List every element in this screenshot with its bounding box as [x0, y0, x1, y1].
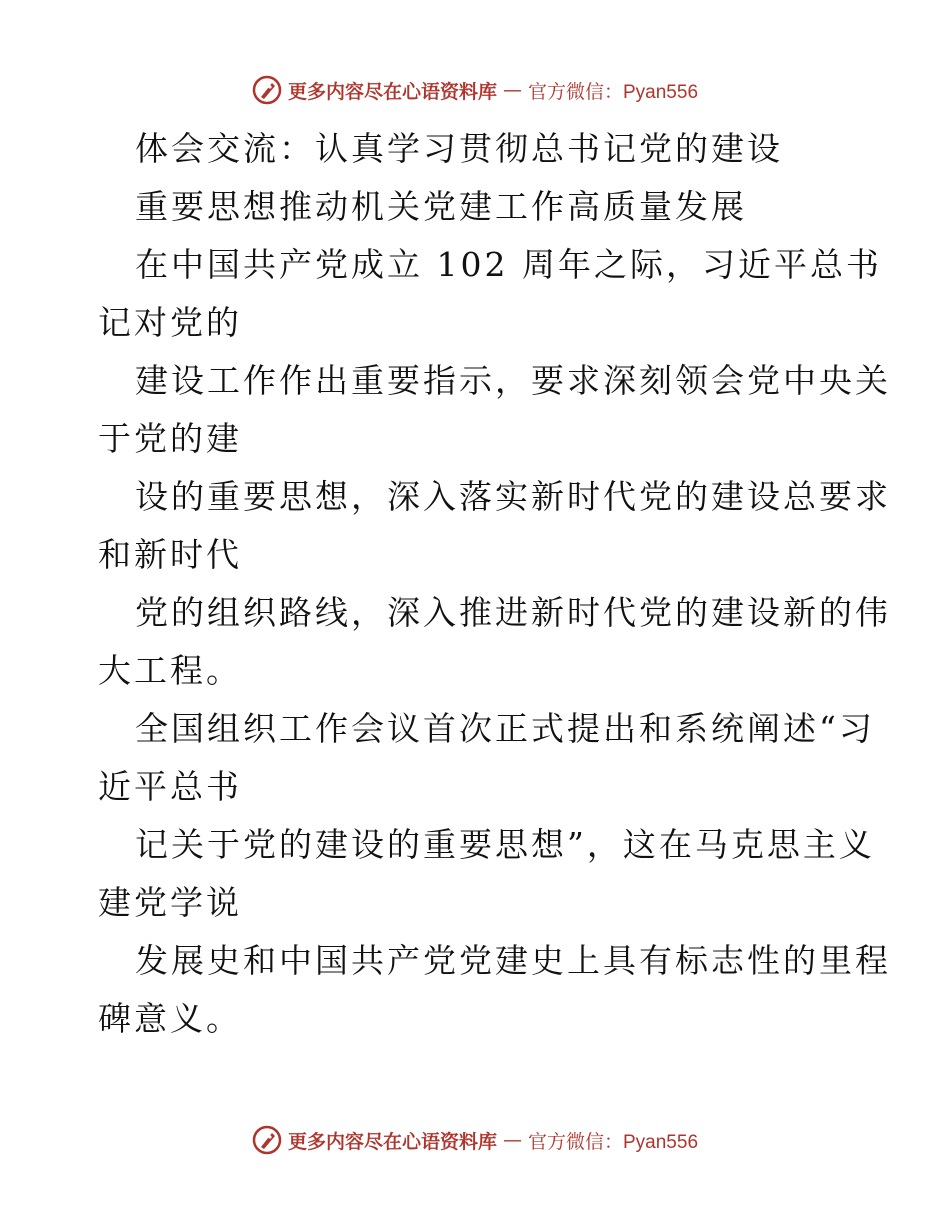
- paragraph-line: 全国组织工作会议首次正式提出和系统阐述“习: [135, 709, 875, 748]
- paragraph-line: 党的组织路线，深入推进新时代党的建设新的伟: [135, 593, 891, 632]
- paragraph-line: 和新时代: [98, 535, 242, 574]
- paragraph-line: 发展史和中国共产党党建史上具有标志性的里程: [135, 941, 891, 980]
- watermark-brand-text: 更多内容尽在心语资料库: [287, 1130, 497, 1153]
- watermark-brand-text: 更多内容尽在心语资料库: [287, 80, 497, 103]
- paragraph-line: 建党学说: [98, 883, 242, 922]
- watermark-separator: —: [503, 1129, 522, 1151]
- pen-nib-logo-icon: [252, 1125, 282, 1155]
- watermark-separator: —: [503, 79, 522, 101]
- header-watermark: [0, 70, 950, 110]
- paragraph-line: 碑意义。: [98, 999, 242, 1038]
- paragraph-line: 记关于党的建设的重要思想”，这在马克思主义: [135, 825, 875, 864]
- paragraph-line: 近平总书: [98, 767, 242, 806]
- paragraph-line: 在中国共产党成立 102 周年之际，习近平总书: [135, 245, 882, 284]
- footer-watermark: [0, 1120, 950, 1160]
- title-line-2: 重要思想推动机关党建工作高质量发展: [135, 187, 747, 226]
- title-line-1: 体会交流：认真学习贯彻总书记党的建设: [135, 129, 783, 168]
- pen-nib-logo-icon: [252, 75, 282, 105]
- paragraph-line: 大工程。: [98, 651, 242, 690]
- document-body: [98, 120, 891, 1048]
- paragraph-line: 建设工作作出重要指示，要求深刻领会党中央关: [135, 361, 891, 400]
- paragraph-line: 记对党的: [98, 303, 242, 342]
- paragraph-line: 于党的建: [98, 419, 242, 458]
- paragraph-line: 设的重要思想，深入落实新时代党的建设总要求: [135, 477, 891, 516]
- watermark-contact-text: 官方微信：Pyan556: [528, 81, 699, 103]
- watermark-contact-text: 官方微信：Pyan556: [528, 1131, 699, 1153]
